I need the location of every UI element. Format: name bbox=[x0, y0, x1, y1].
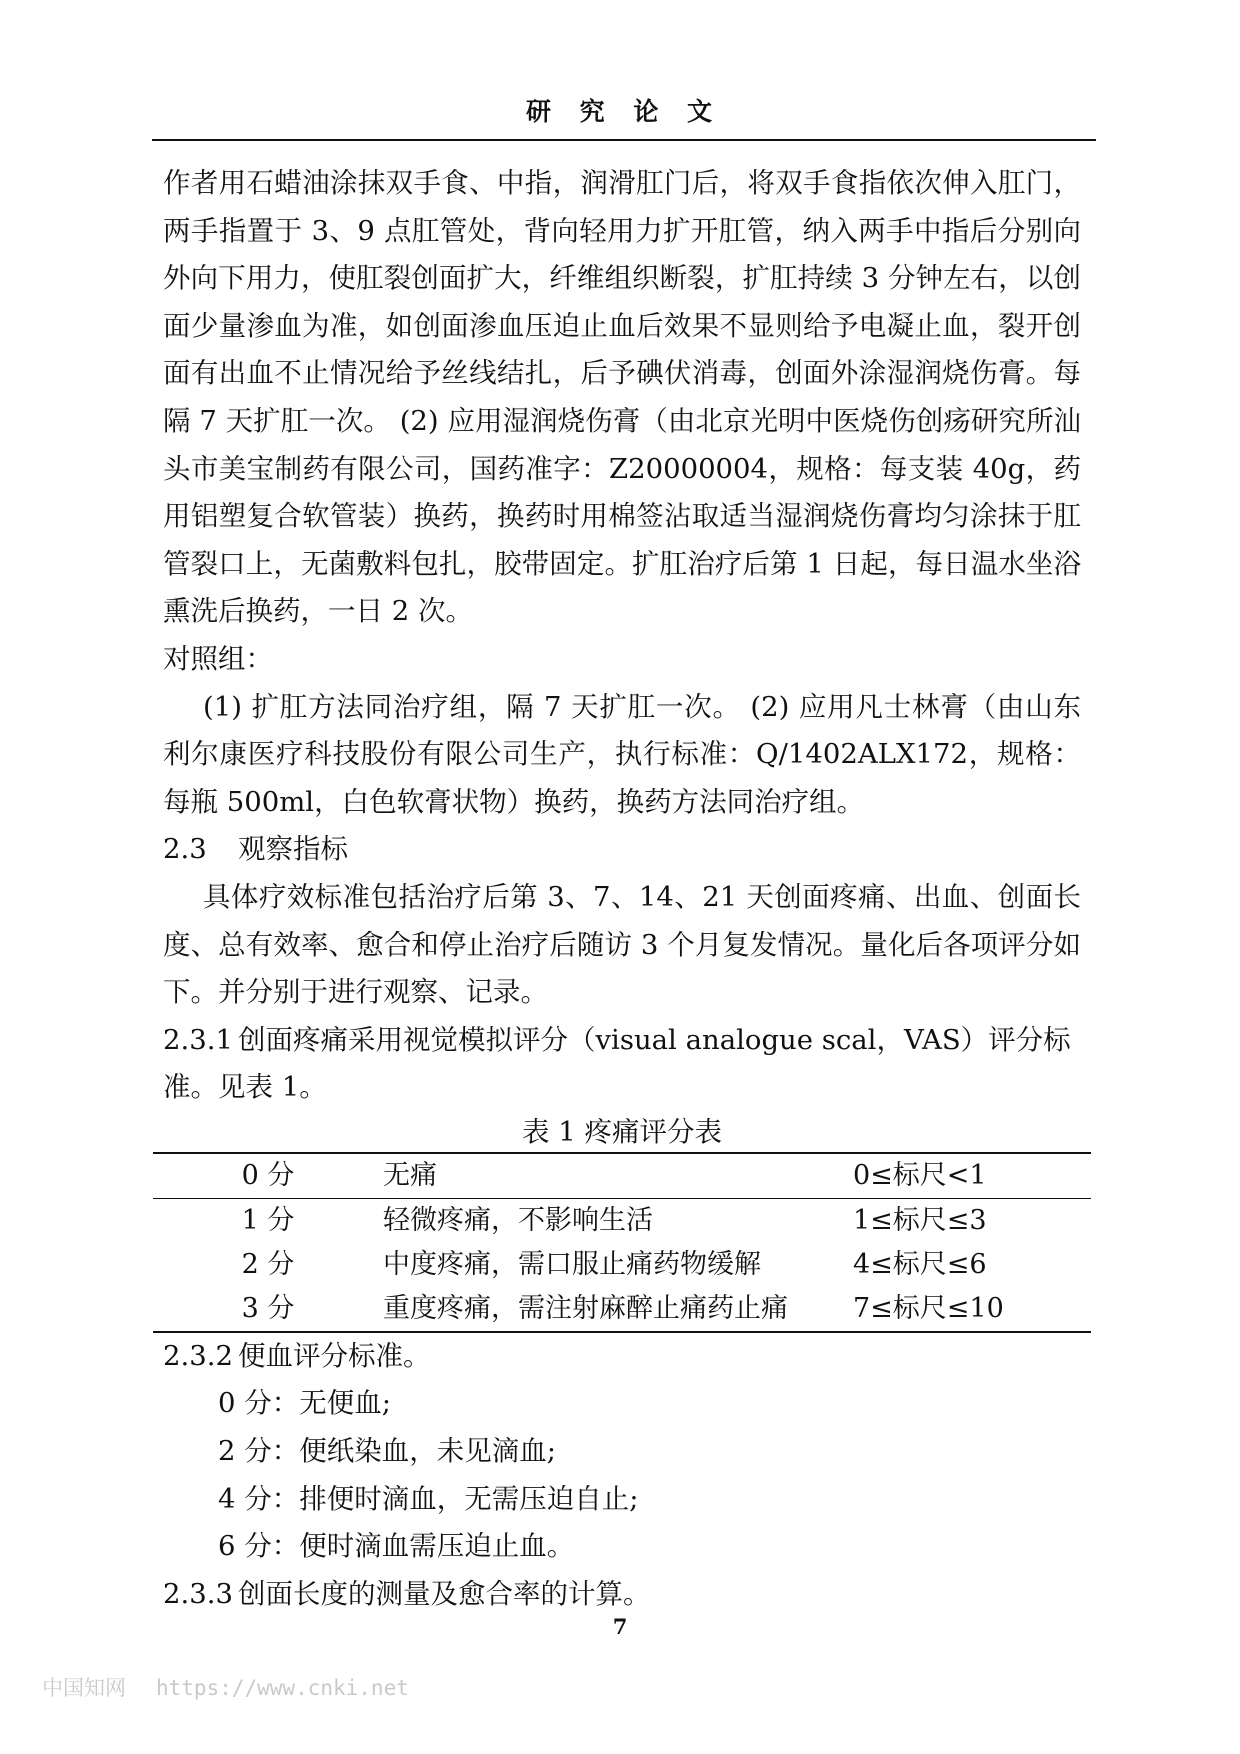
control-group-label: 对照组： bbox=[163, 642, 273, 675]
description-cell: 中度疼痛，需口服止痛药物缓解 bbox=[383, 1248, 761, 1280]
score-cell: 0 分 bbox=[153, 1153, 383, 1199]
range-cell: 0≤标尺<1 bbox=[853, 1153, 1091, 1199]
range-cell: 4≤标尺≤6 bbox=[853, 1248, 987, 1280]
cnki-watermark bbox=[42, 1672, 439, 1702]
paragraph-observation-indices: 具体疗效标准包括治疗后第 3、7、14、21 天创面疼痛、出血、创面长度、总有效率、愈合和停止治疗后随访 3 个月复发情况。量化后各项评分如下。并分别于进行观察、记录。 bbox=[163, 880, 1081, 1009]
section-number: 2.3.1 bbox=[163, 1023, 233, 1056]
list-item: 4 分：排便时滴血，无需压迫自止; bbox=[218, 1482, 639, 1515]
description-cell: 重度疼痛，需注射麻醉止痛药止痛 bbox=[383, 1287, 853, 1332]
section-title: 创面长度的测量及愈合率的计算。 bbox=[238, 1577, 651, 1610]
table-row bbox=[153, 1287, 1091, 1332]
table-row bbox=[153, 1198, 1091, 1243]
section-title: 创面疼痛采用视觉模拟评分（visual analogue scal，VAS）评分标准。见表 1。 bbox=[163, 1023, 1071, 1104]
range-cell: 7≤标尺≤10 bbox=[853, 1287, 1091, 1332]
table-row bbox=[153, 1153, 1091, 1199]
page-body bbox=[163, 160, 1081, 1618]
table-row bbox=[153, 1243, 1091, 1287]
paragraph-treatment-method: 作者用石蜡油涂抹双手食、中指，润滑肛门后，将双手食指依次伸入肛门，两手指置于 3、9 点肛管处，背向轻用力扩开肛管，纳入两手中指后分别向外向下用力，使肛裂创面扩大，纤维组织断裂，扩肛持续 3 分钟左右，以创面少量渗血为准，如创面渗血压迫止血后效果不显则给予电凝止血，裂开创面有出血不止情况给予丝线结扎，后予碘伏消毒，创面外涂湿润烧伤膏。每隔 7 天扩肛一次。 (2) 应用湿润烧伤膏（由北京光明中医烧伤创疡研究所汕头市美宝制药有限公司，国药准字：Z20000004，规格：每支装 40g，药用铝塑复合软管装）换药，换药时用棉签沾取适当湿润烧伤膏均匀涂抹于肛管裂口上，无菌敷料包扎，胶带固定。扩肛治疗后第 1 日起，每日温水坐浴熏洗后换药，一日 2 次。 bbox=[163, 167, 1081, 628]
list-item: 6 分：便时滴血需压迫止血。 bbox=[218, 1530, 575, 1563]
section-number: 2.3.2 bbox=[163, 1339, 233, 1372]
section-heading-2-3 bbox=[163, 826, 1081, 874]
blood-score-list bbox=[163, 1380, 1081, 1570]
list-item: 2 分：便纸染血，未见滴血; bbox=[218, 1435, 557, 1468]
section-heading-2-3-3 bbox=[163, 1571, 1081, 1619]
section-number: 2.3.3 bbox=[163, 1577, 233, 1610]
watermark-brand: 中国知网 bbox=[42, 1676, 126, 1700]
score-cell: 1 分 bbox=[241, 1204, 295, 1236]
section-title: 观察指标 bbox=[238, 833, 348, 866]
score-cell: 2 分 bbox=[241, 1248, 295, 1280]
pain-score-table bbox=[153, 1152, 1091, 1333]
header-title: 研 究 论 文 bbox=[525, 97, 723, 126]
range-cell: 1≤标尺≤3 bbox=[853, 1204, 987, 1236]
running-header bbox=[152, 95, 1096, 141]
description-cell: 无痛 bbox=[383, 1153, 853, 1199]
section-number: 2.3 bbox=[163, 833, 207, 866]
table-caption: 表 1 疼痛评分表 bbox=[522, 1115, 722, 1148]
paragraph-control-method: (1) 扩肛方法同治疗组，隔 7 天扩肛一次。 (2) 应用凡士林膏（由山东利尔康医疗科技股份有限公司生产，执行标准：Q/1402ALX172，规格：每瓶 500ml，白色软膏状物）换药，换药方法同治疗组。 bbox=[163, 690, 1081, 818]
list-item: 0 分：无便血; bbox=[218, 1387, 392, 1420]
score-cell: 3 分 bbox=[153, 1287, 383, 1332]
page-number: 7 bbox=[612, 1614, 628, 1639]
section-heading-2-3-1 bbox=[163, 1017, 1081, 1112]
section-title: 便血评分标准。 bbox=[238, 1339, 431, 1372]
watermark-url: https://www.cnki.net bbox=[156, 1676, 409, 1700]
description-cell: 轻微疼痛，不影响生活 bbox=[383, 1204, 653, 1236]
section-heading-2-3-2 bbox=[163, 1333, 1081, 1381]
